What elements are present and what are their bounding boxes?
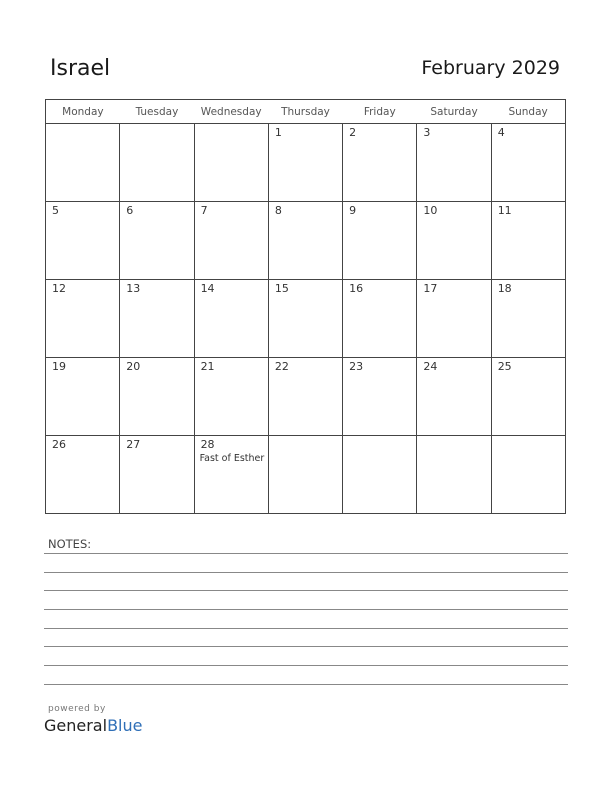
day-number	[46, 124, 119, 126]
day-number: 17	[423, 282, 438, 295]
day-number	[343, 436, 416, 438]
day-cell	[343, 124, 417, 202]
note-line	[44, 684, 568, 685]
day-cell	[491, 280, 565, 358]
calendar-grid	[45, 99, 566, 514]
week-row	[46, 436, 566, 514]
day-number: 4	[497, 126, 505, 139]
holiday-label: Fast of Esther	[199, 453, 265, 464]
weekday-header: Wednesday	[194, 100, 268, 124]
day-number: 23	[349, 360, 364, 373]
day-cell	[491, 436, 565, 514]
note-line	[44, 665, 568, 666]
day-number: 25	[497, 360, 512, 373]
day-cell	[46, 202, 120, 280]
day-cell	[417, 202, 491, 280]
day-cell	[194, 280, 268, 358]
day-number	[195, 124, 268, 126]
brand-general: General	[44, 716, 108, 735]
day-number: 24	[423, 360, 438, 373]
day-number: 18	[497, 282, 512, 295]
day-cell	[194, 436, 268, 514]
day-number: 15	[274, 282, 289, 295]
day-number: 28	[200, 438, 215, 451]
weekday-header: Sunday	[491, 100, 565, 124]
day-number	[269, 436, 342, 438]
country-title: Israel	[50, 56, 111, 81]
day-cell	[491, 124, 565, 202]
weekday-header: Thursday	[268, 100, 342, 124]
note-line	[44, 553, 568, 554]
day-number: 6	[126, 204, 134, 217]
week-row	[46, 358, 566, 436]
month-year-title: February 2029	[421, 57, 560, 79]
day-cell	[268, 202, 342, 280]
day-number: 1	[274, 126, 282, 139]
day-number: 12	[52, 282, 66, 295]
day-cell	[120, 202, 194, 280]
day-cell	[120, 280, 194, 358]
day-cell	[417, 358, 491, 436]
day-cell	[46, 358, 120, 436]
day-number: 16	[349, 282, 364, 295]
day-cell	[194, 202, 268, 280]
day-cell	[46, 436, 120, 514]
day-number: 27	[126, 438, 141, 451]
powered-by-text: powered by	[48, 704, 106, 714]
day-cell	[268, 436, 342, 514]
weekday-header: Friday	[343, 100, 417, 124]
notes-label: NOTES:	[48, 537, 92, 551]
day-cell	[268, 280, 342, 358]
day-cell	[343, 358, 417, 436]
day-cell	[417, 436, 491, 514]
day-number: 10	[423, 204, 438, 217]
day-cell	[120, 358, 194, 436]
day-number: 26	[52, 438, 66, 451]
day-cell	[268, 358, 342, 436]
day-number: 20	[126, 360, 141, 373]
day-cell	[194, 358, 268, 436]
day-cell	[268, 124, 342, 202]
day-number: 11	[497, 204, 512, 217]
day-number: 14	[200, 282, 215, 295]
day-cell	[46, 124, 120, 202]
weekday-header-row	[46, 100, 566, 124]
day-number: 3	[423, 126, 431, 139]
weekday-header: Saturday	[417, 100, 491, 124]
note-line	[44, 646, 568, 647]
day-cell	[343, 280, 417, 358]
brand-blue: Blue	[107, 716, 143, 735]
day-cell	[491, 358, 565, 436]
weekday-header: Tuesday	[120, 100, 194, 124]
day-number: 19	[52, 360, 66, 373]
note-line	[44, 628, 568, 629]
day-cell	[417, 124, 491, 202]
day-cell	[46, 280, 120, 358]
day-number: 5	[52, 204, 59, 217]
day-cell	[343, 436, 417, 514]
day-cell	[194, 124, 268, 202]
week-row	[46, 202, 566, 280]
day-cell	[343, 202, 417, 280]
week-row	[46, 124, 566, 202]
day-number	[417, 436, 490, 438]
brand-logo[interactable]	[44, 716, 142, 735]
note-line	[44, 572, 568, 573]
day-number: 13	[126, 282, 141, 295]
day-cell	[491, 202, 565, 280]
day-number	[120, 124, 193, 126]
day-number: 8	[274, 204, 282, 217]
day-number: 7	[200, 204, 208, 217]
day-cell	[120, 436, 194, 514]
day-cell	[417, 280, 491, 358]
note-line	[44, 609, 568, 610]
weekday-header: Monday	[46, 100, 120, 124]
week-row	[46, 280, 566, 358]
note-line	[44, 590, 568, 591]
day-number: 21	[200, 360, 215, 373]
day-number: 9	[349, 204, 357, 217]
day-number	[492, 436, 565, 438]
day-number: 2	[349, 126, 357, 139]
day-cell	[120, 124, 194, 202]
day-number: 22	[274, 360, 289, 373]
